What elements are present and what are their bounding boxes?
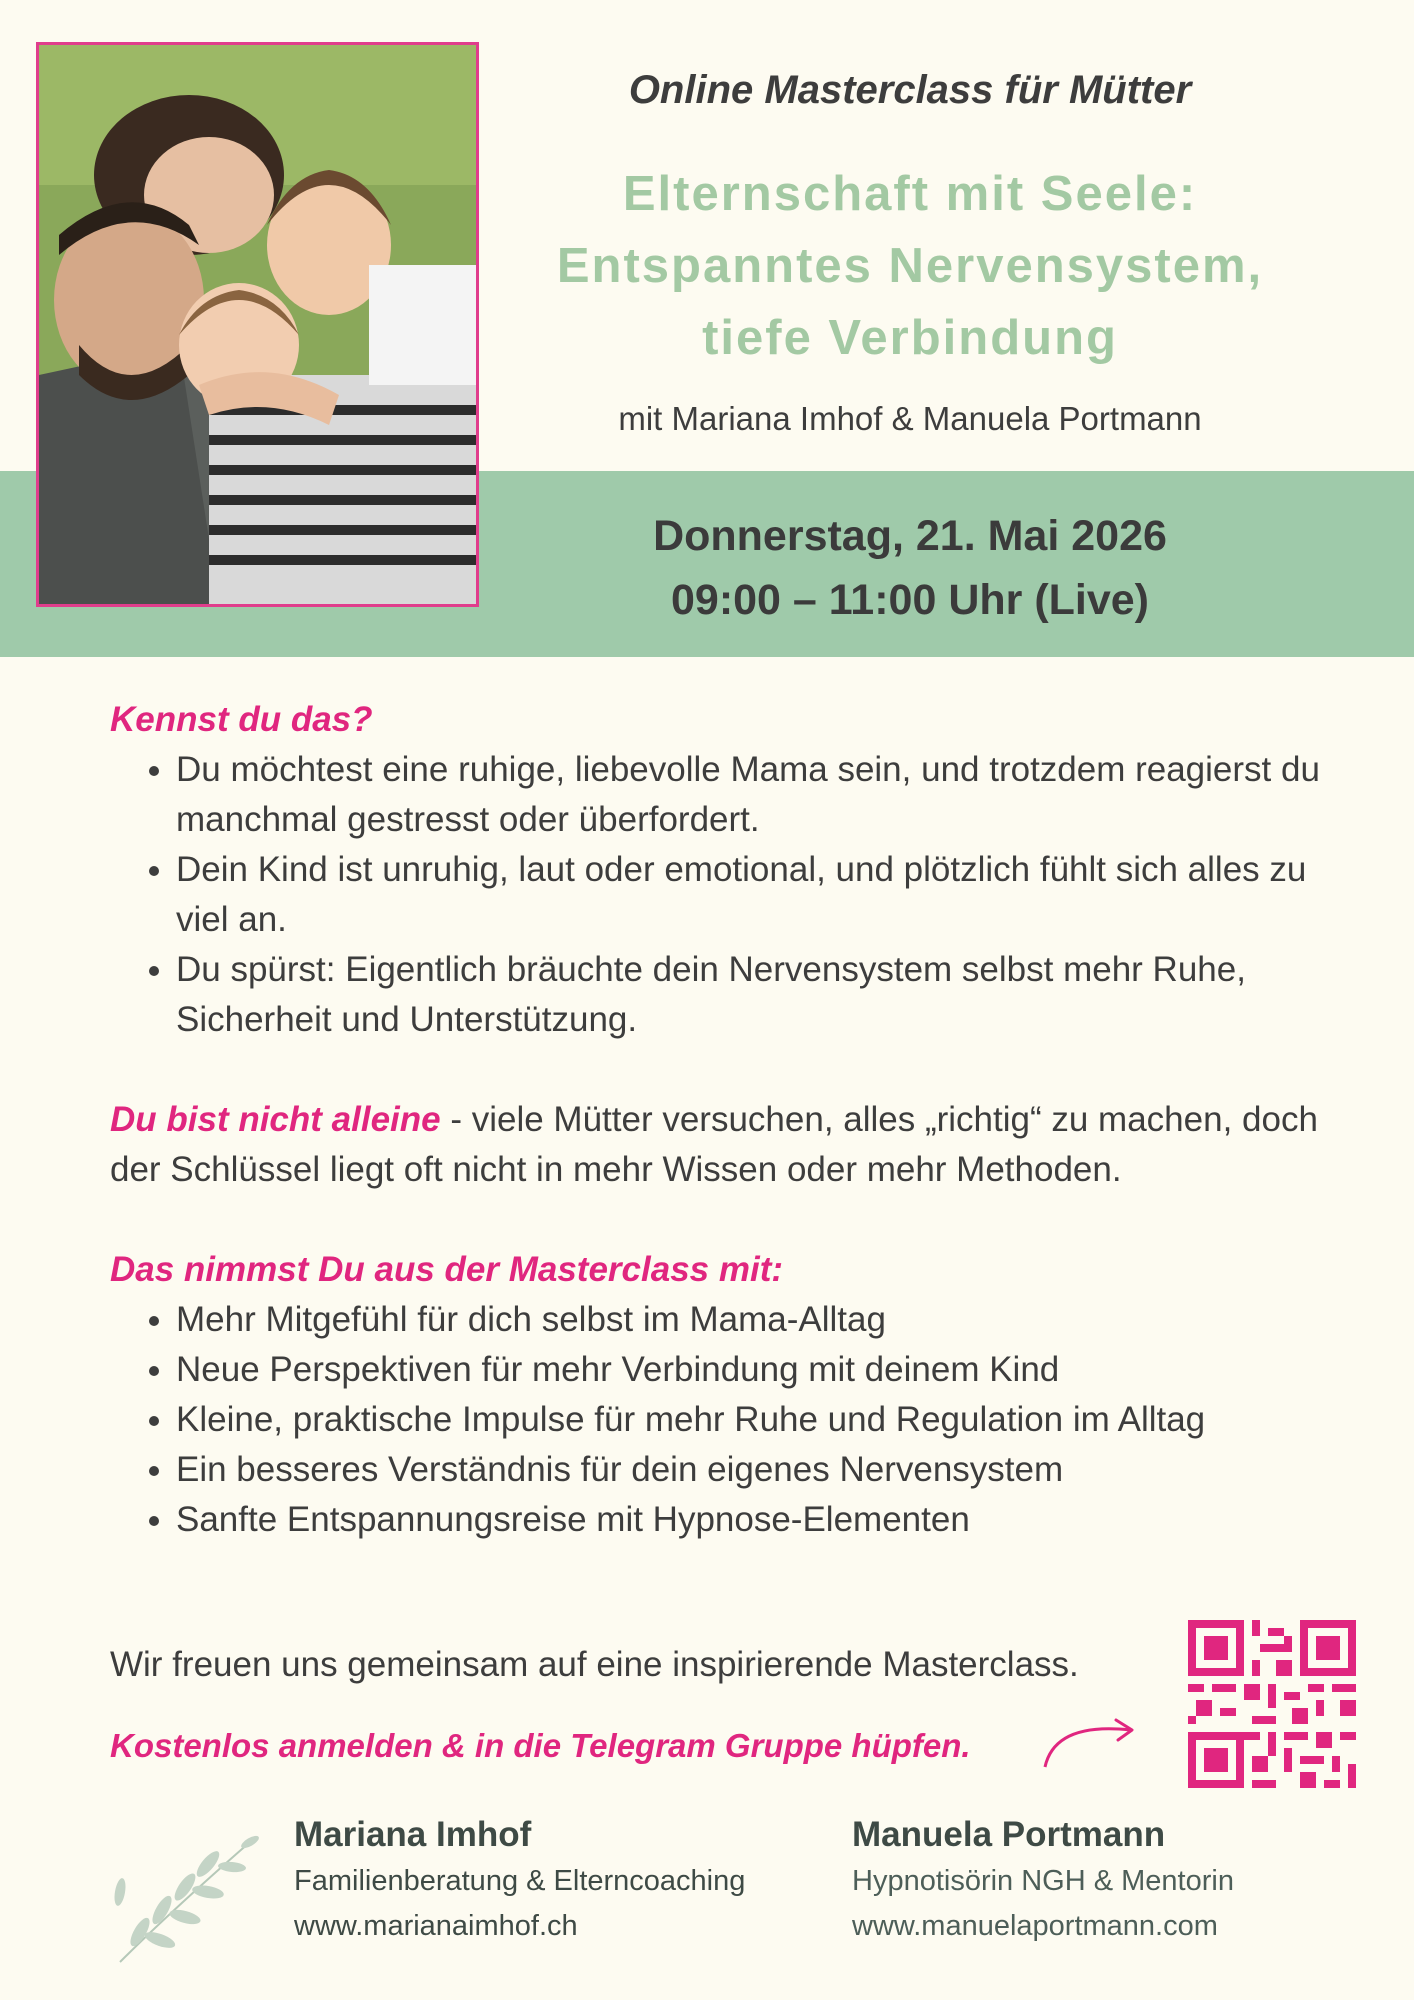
leaf-branch-icon — [100, 1822, 260, 1972]
event-date-text: Donnerstag, 21. Mai 2026 — [653, 512, 1167, 560]
list-item: • Sanfte Entspannungsreise mit Hypnose-Elementen — [176, 1495, 1320, 1545]
signup-cta[interactable]: Kostenlos anmelden & in die Telegram Gruppe hüpfen. — [110, 1727, 971, 1764]
headline-line: Elternschaft mit Seele: — [622, 167, 1198, 221]
family-photo — [36, 42, 479, 607]
bullet-list — [110, 1295, 1320, 1545]
presenters-line: mit Mariana Imhof & Manuela Portmann — [618, 400, 1202, 437]
paragraph-lead: Du bist nicht alleine — [110, 1100, 441, 1139]
contact-role: Familienberatung & Elterncoaching — [294, 1865, 746, 1897]
eyebrow-title: Online Masterclass für Mütter — [628, 68, 1192, 112]
intro-paragraph — [110, 1095, 1320, 1195]
list-item: • Kleine, praktische Impulse für mehr Ruhe und Regulation im Alltag — [176, 1395, 1320, 1445]
list-item: • Ein besseres Verständnis für dein eigenes Nervensystem — [176, 1445, 1320, 1495]
closing-text: Wir freuen uns gemeinsam auf eine inspirierende Masterclass. — [110, 1645, 1079, 1684]
contact-mariana — [294, 1812, 745, 1948]
list-item: • Mehr Mitgefühl für dich selbst im Mama-Alltag — [176, 1295, 1320, 1345]
list-item: • Neue Perspektiven für mehr Verbindung mit deinem Kind — [176, 1345, 1320, 1395]
headline — [520, 158, 1300, 374]
contact-role: Hypnotisörin NGH & Mentorin — [852, 1865, 1234, 1897]
list-item: • Du möchtest eine ruhige, liebevolle Mama sein, und trotzdem reagierst du manchmal gestresst oder überfordert. — [176, 745, 1320, 845]
headline-line: Entspanntes Nervensystem, — [556, 239, 1264, 293]
contact-name: Mariana Imhof — [294, 1815, 532, 1854]
list-item: • Du spürst: Eigentlich bräuchte dein Nervensystem selbst mehr Ruhe, Sicherheit und Unterstützung. — [176, 945, 1320, 1045]
section-heading: Das nimmst Du aus der Masterclass mit: — [110, 1250, 784, 1289]
contact-name: Manuela Portmann — [852, 1815, 1166, 1854]
event-date — [520, 504, 1300, 632]
list-item: • Dein Kind ist unruhig, laut oder emotional, und plötzlich fühlt sich alles zu viel an. — [176, 845, 1320, 945]
qr-code[interactable] — [1188, 1620, 1356, 1788]
curved-arrow-icon — [1040, 1712, 1140, 1772]
section-heading: Kennst du das? — [110, 700, 373, 739]
contact-manuela — [852, 1812, 1234, 1948]
headline-line: tiefe Verbindung — [702, 311, 1118, 365]
main-content — [110, 695, 1320, 1545]
contact-website[interactable]: www.marianaimhof.ch — [294, 1910, 578, 1942]
contact-website[interactable]: www.manuelaportmann.com — [852, 1910, 1218, 1942]
bullet-list — [110, 745, 1320, 1045]
event-time-text: 09:00 – 11:00 Uhr (Live) — [670, 576, 1150, 624]
paragraph-text: - viele Mütter versuchen, alles „richtig“ zu machen, doch der Schlüssel liegt oft nicht in mehr Wissen oder mehr Methoden. — [110, 1100, 1318, 1189]
